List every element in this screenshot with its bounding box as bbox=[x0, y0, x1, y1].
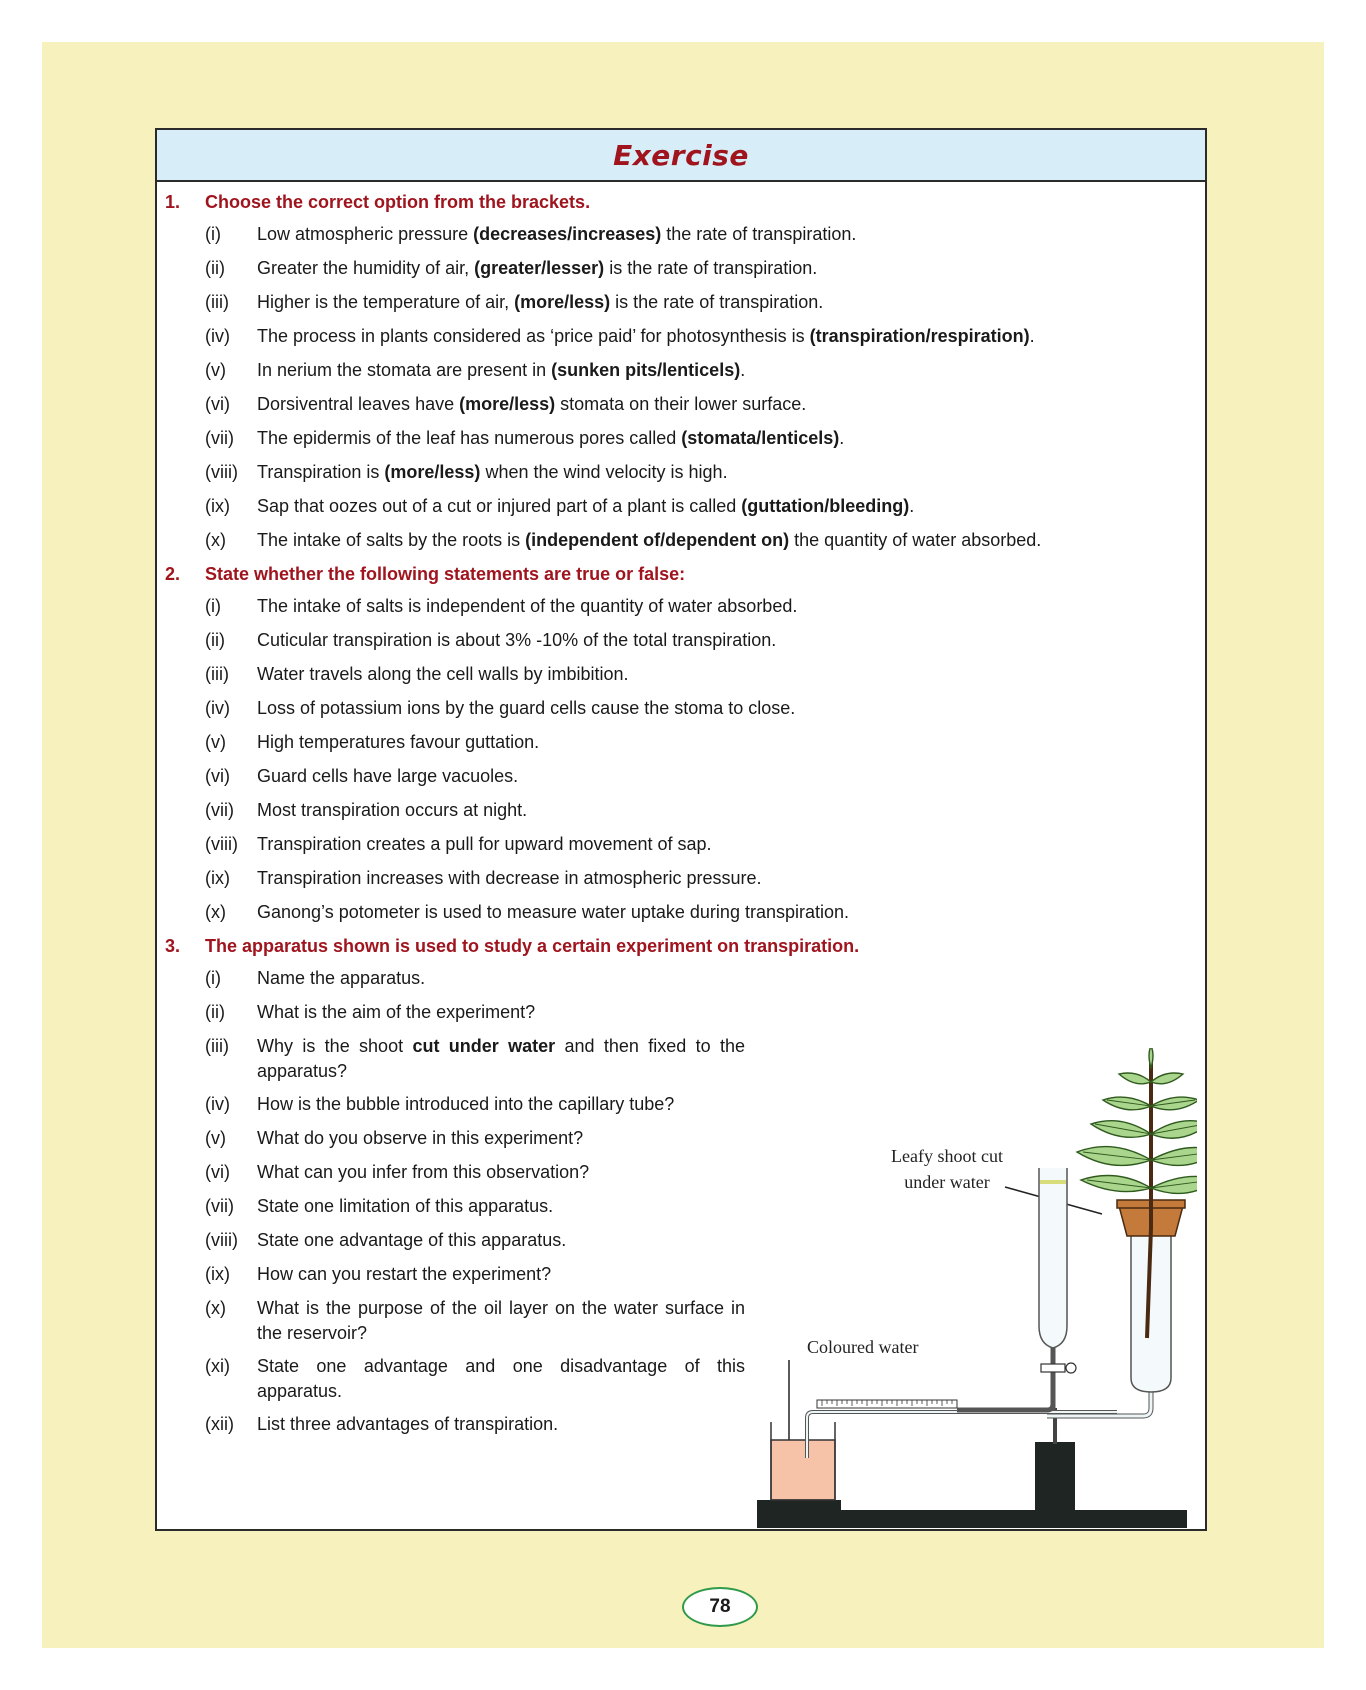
exercise-title: Exercise bbox=[613, 138, 749, 172]
question-number: 1. bbox=[165, 192, 181, 212]
item-text: The intake of salts by the roots is (independent of/dependent on) the quantity of water absorbed. bbox=[257, 530, 1042, 550]
item-number: (i) bbox=[205, 224, 221, 244]
item-text: Transpiration increases with decrease in atmospheric pressure. bbox=[257, 868, 762, 888]
page-number: 78 bbox=[682, 1587, 758, 1627]
item-number: (viii) bbox=[205, 462, 238, 482]
item-text: Transpiration creates a pull for upward movement of sap. bbox=[257, 834, 712, 854]
item-text: List three advantages of transpiration. bbox=[257, 1414, 559, 1434]
label-leafy-shoot-line2: under water bbox=[904, 1172, 990, 1192]
label-coloured-water: Coloured water bbox=[807, 1337, 919, 1357]
item-number: (i) bbox=[205, 596, 221, 616]
item-number: (x) bbox=[205, 902, 226, 922]
item-number: (ix) bbox=[205, 1264, 230, 1284]
title-bar bbox=[157, 130, 1205, 182]
item-text: State one limitation of this apparatus. bbox=[257, 1196, 554, 1216]
question-text: State whether the following statements are true or false: bbox=[205, 564, 686, 584]
reservoir bbox=[1039, 1168, 1067, 1348]
item-number: (viii) bbox=[205, 1230, 238, 1250]
question-text: The apparatus shown is used to study a certain experiment on transpiration. bbox=[205, 936, 860, 956]
item-number: (iv) bbox=[205, 698, 230, 718]
item-text: State one advantage of this apparatus. bbox=[257, 1230, 567, 1250]
leaves bbox=[1077, 1048, 1197, 1193]
item-text: Cuticular transpiration is about 3% -10% of the total transpiration. bbox=[257, 630, 777, 650]
plant-stem bbox=[1147, 1058, 1151, 1338]
potometer-diagram bbox=[747, 1048, 1197, 1528]
item-number: (ix) bbox=[205, 868, 230, 888]
item-number: (v) bbox=[205, 732, 226, 752]
item-text: Dorsiventral leaves have (more/less) stomata on their lower surface. bbox=[257, 394, 807, 414]
item-text: What can you infer from this observation? bbox=[257, 1162, 590, 1182]
item-number: (v) bbox=[205, 1128, 226, 1148]
item-text: Why is the shoot cut under water and then fixed to the apparatus? bbox=[257, 1036, 745, 1081]
item-number: (iii) bbox=[205, 1036, 229, 1056]
item-text: Greater the humidity of air, (greater/lesser) is the rate of transpiration. bbox=[257, 258, 818, 278]
item-text: How is the bubble introduced into the capillary tube? bbox=[257, 1094, 675, 1114]
item-number: (vi) bbox=[205, 1162, 230, 1182]
oil-layer bbox=[1040, 1180, 1066, 1184]
item-number: (ii) bbox=[205, 630, 225, 650]
item-number: (iv) bbox=[205, 1094, 230, 1114]
item-number: (xi) bbox=[205, 1356, 230, 1376]
label-leafy-shoot-line1: Leafy shoot cut bbox=[891, 1146, 1003, 1166]
item-text: The process in plants considered as ‘price paid’ for photosynthesis is (transpiration/respiration). bbox=[257, 326, 1035, 346]
item-number: (ii) bbox=[205, 258, 225, 278]
item-text: What is the aim of the experiment? bbox=[257, 1002, 536, 1022]
item-text: Loss of potassium ions by the guard cells cause the stoma to close. bbox=[257, 698, 796, 718]
item-text: How can you restart the experiment? bbox=[257, 1264, 552, 1284]
item-text: The intake of salts is independent of the quantity of water absorbed. bbox=[257, 596, 798, 616]
item-number: (x) bbox=[205, 1298, 226, 1318]
item-number: (vi) bbox=[205, 394, 230, 414]
exercise-box bbox=[155, 128, 1207, 1531]
item-number: (viii) bbox=[205, 834, 238, 854]
item-text: Low atmospheric pressure (decreases/increases) the rate of transpiration. bbox=[257, 224, 857, 244]
item-number: (iv) bbox=[205, 326, 230, 346]
item-number: (i) bbox=[205, 968, 221, 988]
item-text: In nerium the stomata are present in (sunken pits/lenticels). bbox=[257, 360, 746, 380]
item-text: Most transpiration occurs at night. bbox=[257, 800, 528, 820]
item-number: (vi) bbox=[205, 766, 230, 786]
question-text: Choose the correct option from the brackets. bbox=[205, 192, 591, 212]
item-number: (xii) bbox=[205, 1414, 234, 1434]
beaker-platform bbox=[757, 1500, 841, 1512]
item-text: Transpiration is (more/less) when the wind velocity is high. bbox=[257, 462, 728, 482]
stand-block bbox=[1035, 1442, 1075, 1512]
item-number: (iii) bbox=[205, 292, 229, 312]
beaker-coloured-water bbox=[771, 1440, 835, 1500]
item-text: The epidermis of the leaf has numerous pores called (stomata/lenticels). bbox=[257, 428, 845, 448]
page-background bbox=[42, 42, 1324, 1648]
item-number: (x) bbox=[205, 530, 226, 550]
item-number: (iii) bbox=[205, 664, 229, 684]
item-text: High temperatures favour guttation. bbox=[257, 732, 540, 752]
item-text: State one advantage and one disadvantage of this apparatus. bbox=[257, 1356, 745, 1401]
item-number: (vii) bbox=[205, 428, 234, 448]
item-text: Higher is the temperature of air, (more/less) is the rate of transpiration. bbox=[257, 292, 824, 312]
stopcock bbox=[1041, 1364, 1065, 1372]
item-text: Guard cells have large vacuoles. bbox=[257, 766, 519, 786]
connecting-tube bbox=[957, 1348, 1053, 1410]
item-number: (vii) bbox=[205, 1196, 234, 1216]
item-text: Name the apparatus. bbox=[257, 968, 426, 988]
item-number: (vii) bbox=[205, 800, 234, 820]
item-text: Ganong’s potometer is used to measure water uptake during transpiration. bbox=[257, 902, 850, 922]
stand-base bbox=[757, 1510, 1187, 1528]
item-number: (ix) bbox=[205, 496, 230, 516]
item-text: Water travels along the cell walls by imbibition. bbox=[257, 664, 629, 684]
item-text: What do you observe in this experiment? bbox=[257, 1128, 584, 1148]
item-number: (ii) bbox=[205, 1002, 225, 1022]
question-number: 3. bbox=[165, 936, 181, 956]
item-text: Sap that oozes out of a cut or injured part of a plant is called (guttation/bleeding). bbox=[257, 496, 915, 516]
item-number: (v) bbox=[205, 360, 226, 380]
question-number: 2. bbox=[165, 564, 181, 584]
item-text: What is the purpose of the oil layer on the water surface in the reservoir? bbox=[257, 1298, 745, 1343]
